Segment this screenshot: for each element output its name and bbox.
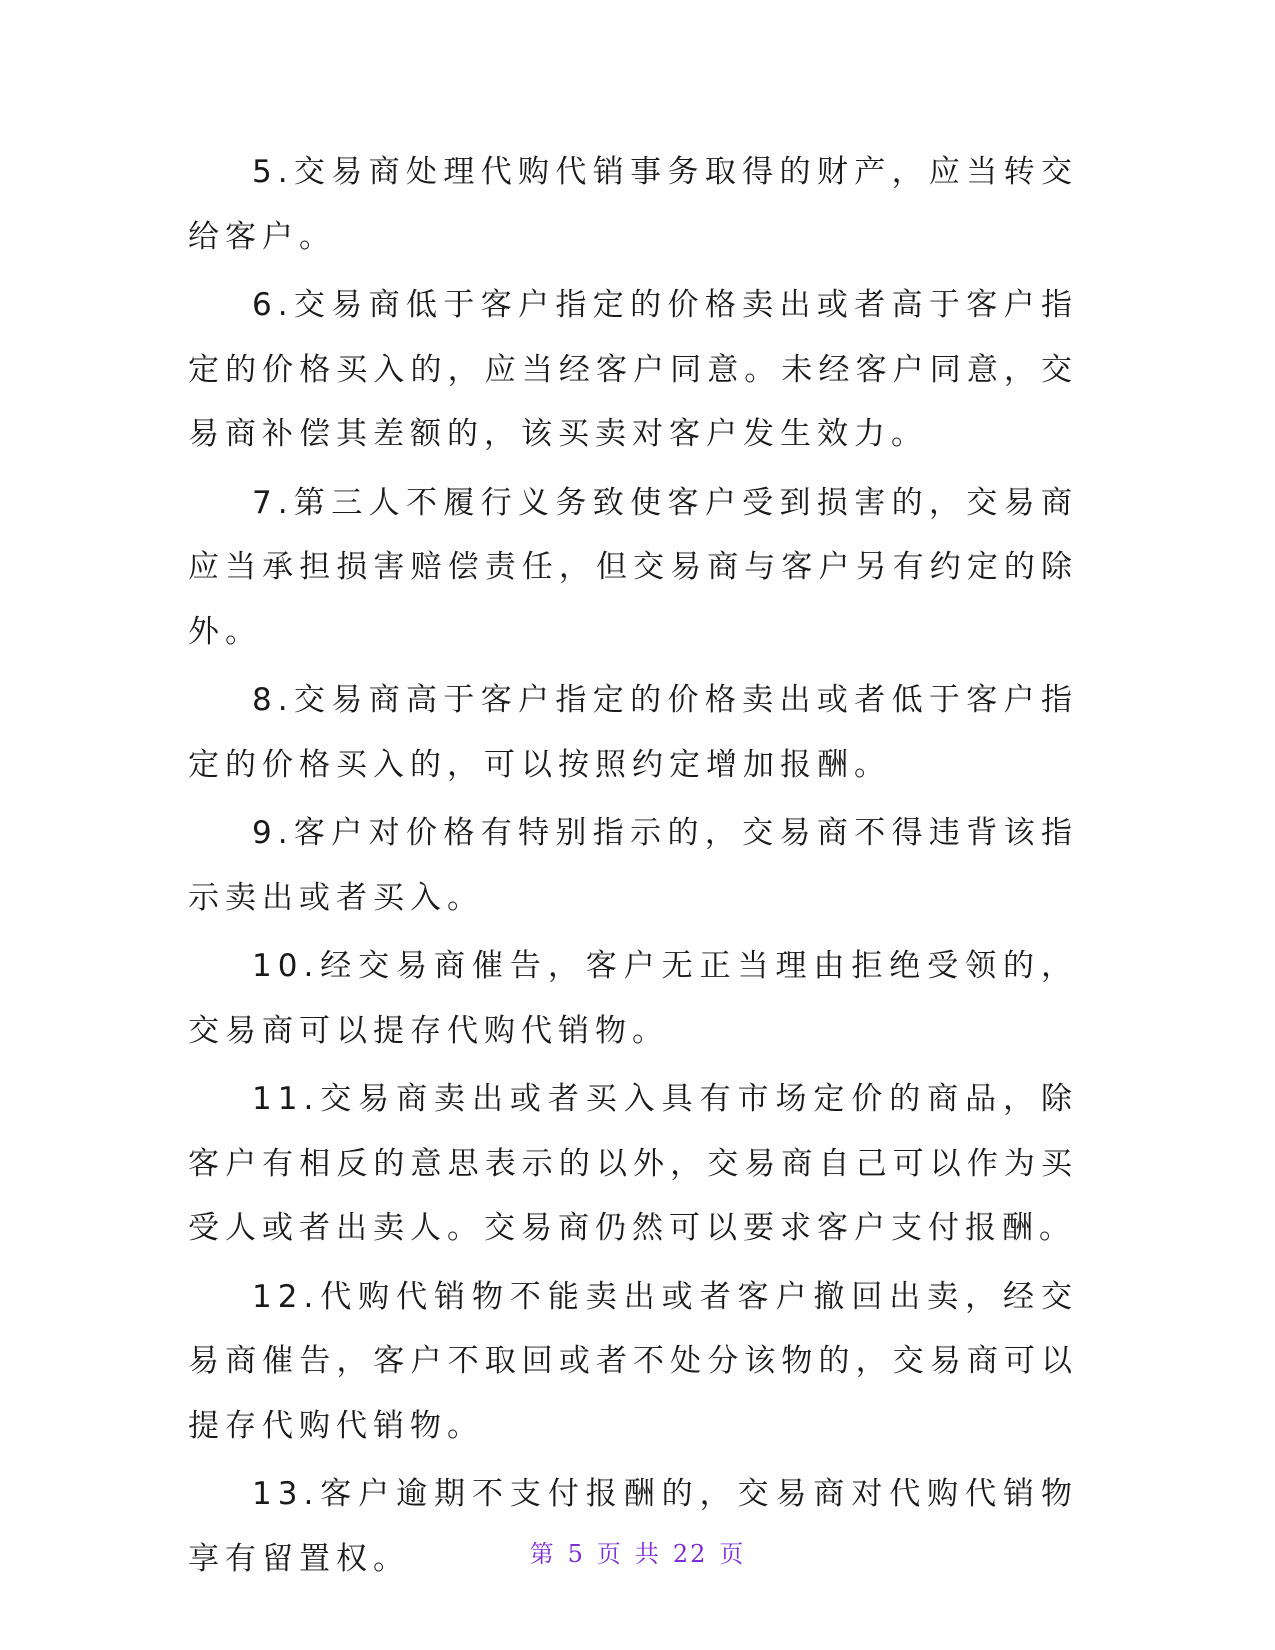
document-body	[188, 140, 1078, 1595]
paragraph-8: 8.交易商高于客户指定的价格卖出或者低于客户指定的价格买入的，可以按照约定增加报酬。	[188, 682, 1078, 783]
footer-total-prefix: 共	[634, 1540, 661, 1568]
footer-page-number: 5	[567, 1540, 585, 1568]
page-footer	[0, 1534, 1275, 1569]
paragraph-10: 10.经交易商催告，客户无正当理由拒绝受领的，交易商可以提存代购代销物。	[188, 948, 1078, 1049]
paragraph-9: 9.客户对价格有特别指示的，交易商不得违背该指示卖出或者买入。	[188, 815, 1078, 916]
paragraph-7: 7.第三人不履行义务致使客户受到损害的，交易商应当承担损害赔偿责任，但交易商与客户另有约定的除外。	[188, 484, 1078, 650]
footer-prefix: 第	[529, 1540, 556, 1568]
paragraph-5: 5.交易商处理代购代销事务取得的财产，应当转交给客户。	[188, 154, 1078, 255]
paragraph-11: 11.交易商卖出或者买入具有市场定价的商品，除客户有相反的意思表示的以外，交易商自己可以作为买受人或者出卖人。交易商仍然可以要求客户支付报酬。	[188, 1081, 1078, 1246]
paragraph-6: 6.交易商低于客户指定的价格卖出或者高于客户指定的价格买入的，应当经客户同意。未经客户同意，交易商补偿其差额的，该买卖对客户发生效力。	[188, 287, 1078, 452]
paragraph-13: 13.客户逾期不支付报酬的，交易商对代购代销物享有留置权。	[188, 1476, 1078, 1577]
paragraph-12: 12.代购代销物不能卖出或者客户撤回出卖，经交易商催告，客户不取回或者不处分该物的，交易商可以提存代购代销物。	[188, 1278, 1078, 1444]
footer-page-label: 页	[596, 1540, 623, 1568]
footer-total-label: 页	[719, 1540, 746, 1568]
footer-total-pages: 22	[672, 1540, 708, 1568]
